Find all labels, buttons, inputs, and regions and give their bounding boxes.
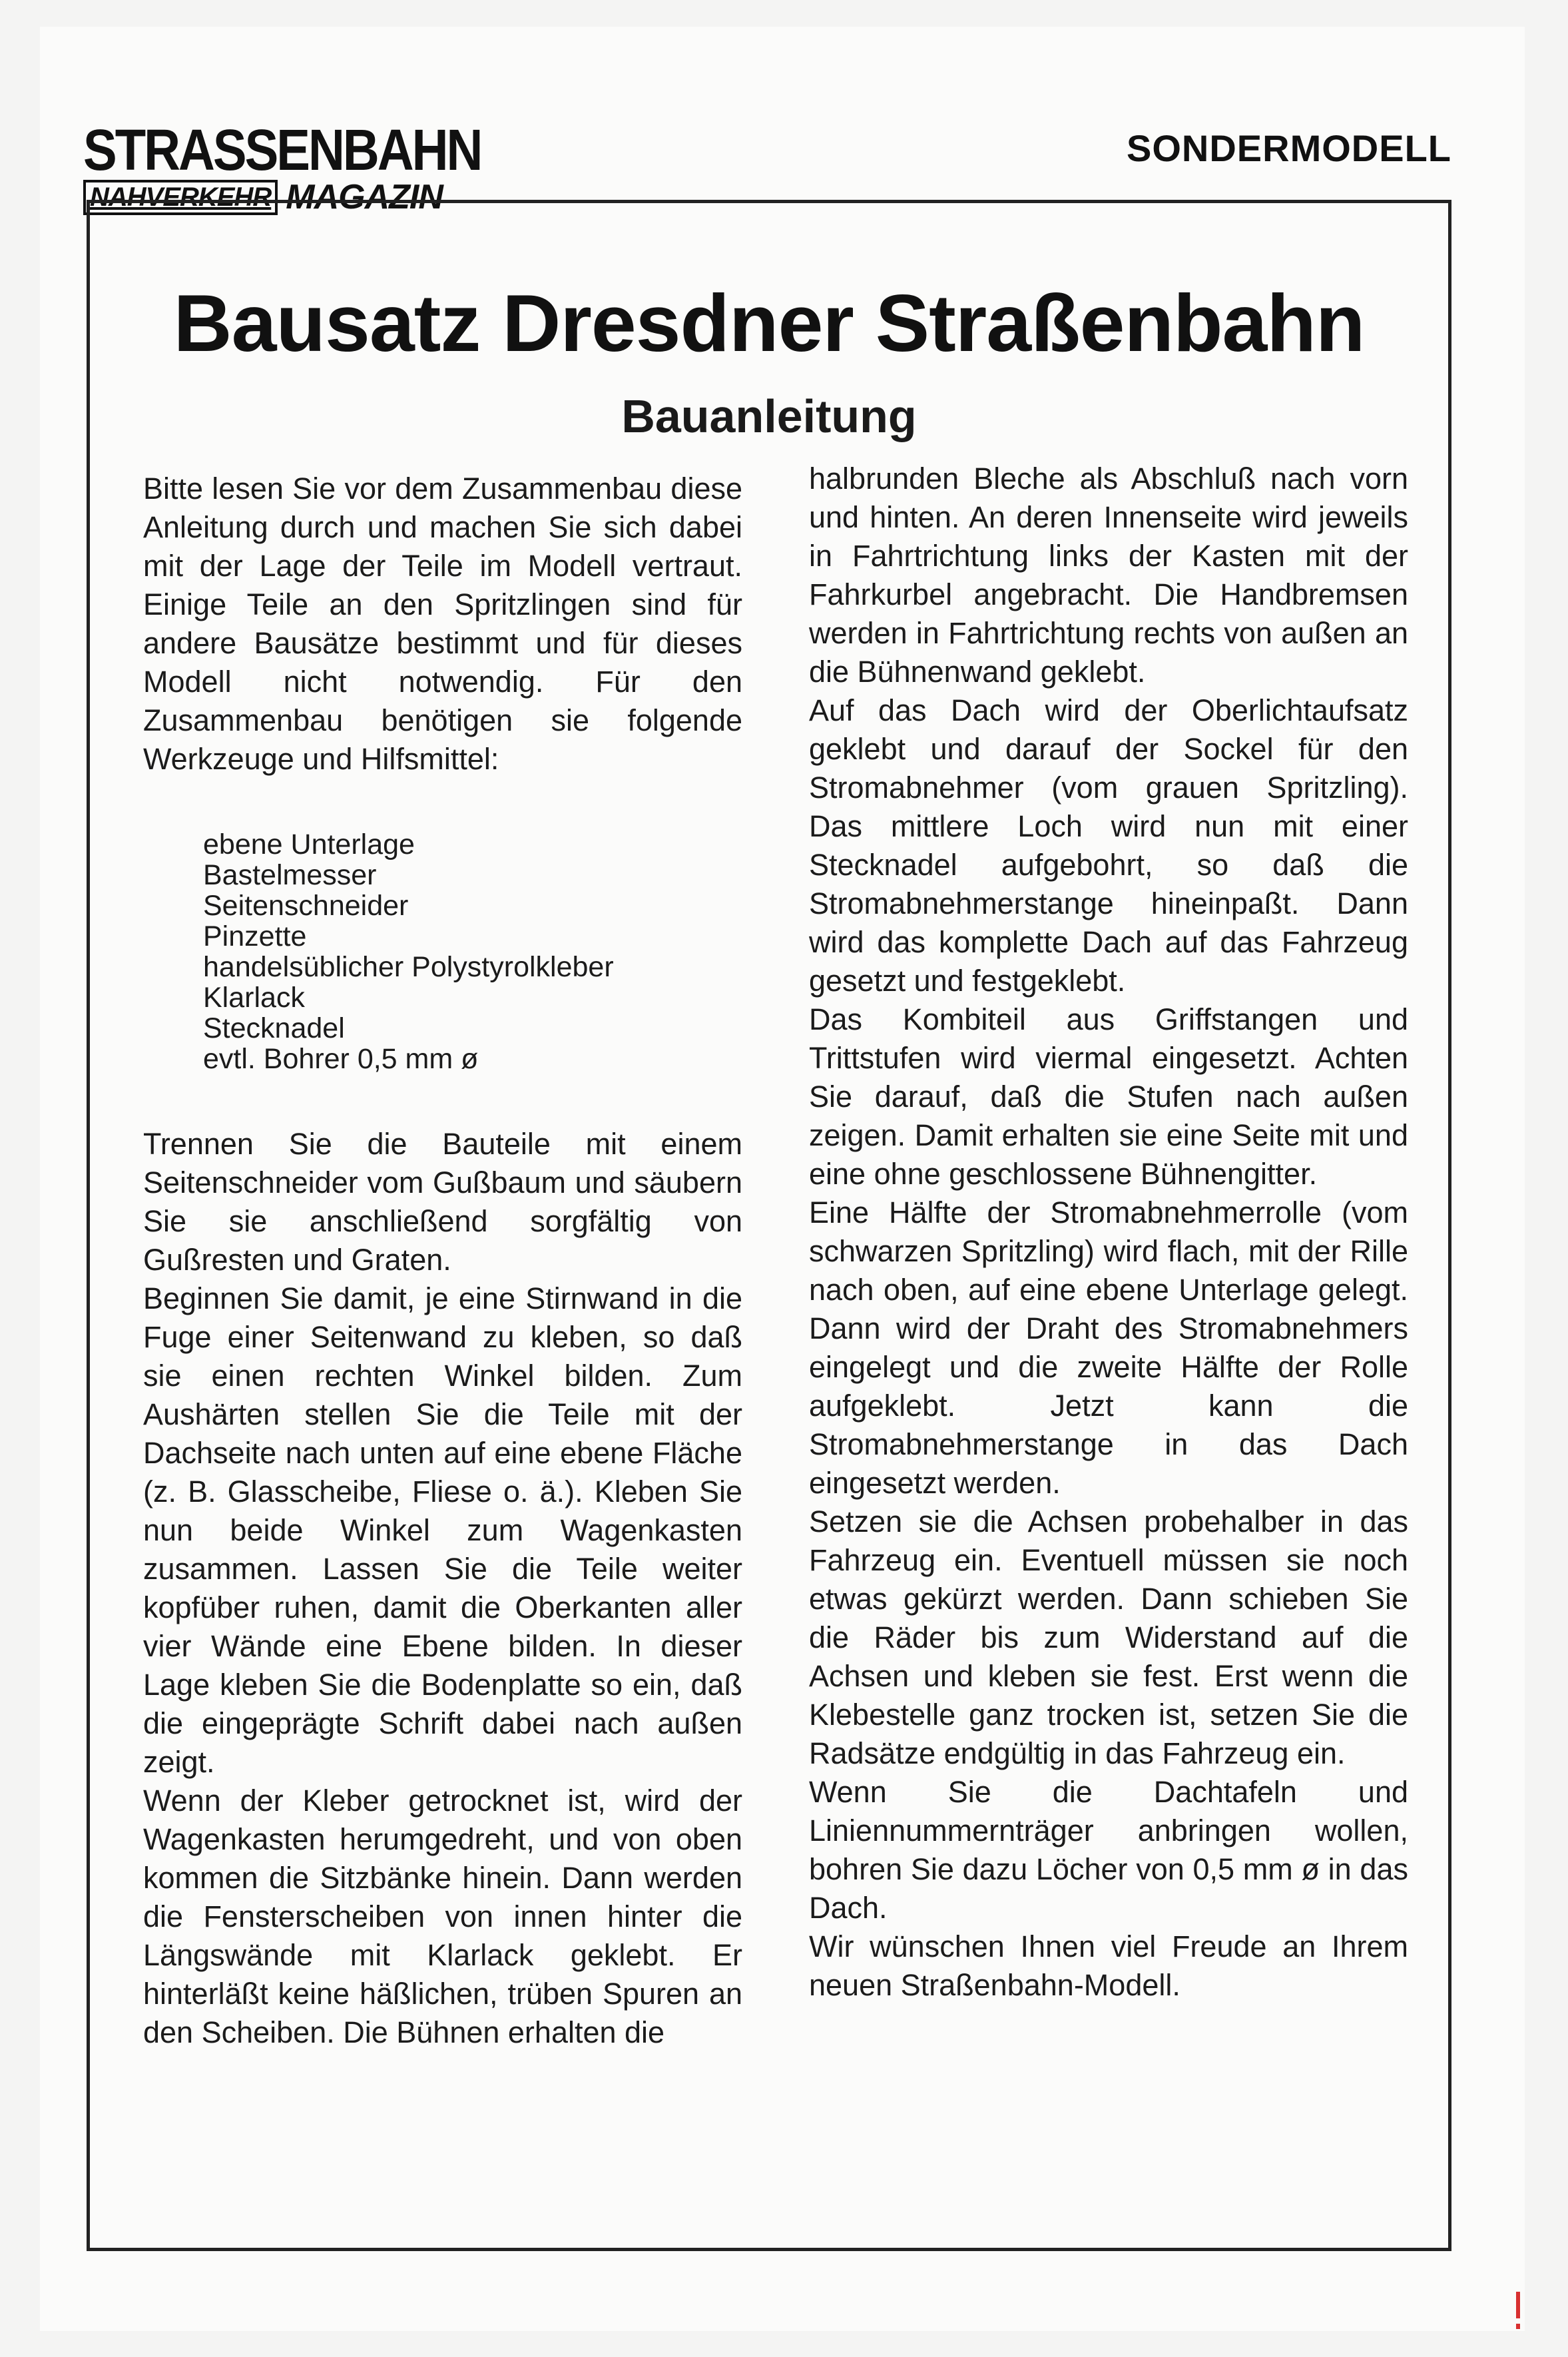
page-subtitle: Bauanleitung <box>621 390 917 442</box>
body-paragraph: Trennen Sie die Bauteile mit einem Seitenschneider vom Gußbaum und säubern Sie sie anschließend sorgfältig von Gußresten und Graten. <box>143 1127 742 1277</box>
body-paragraph: Beginnen Sie damit, je eine Stirnwand in die Fuge einer Seitenwand zu kleben, so daß sie einen rechten Winkel bilden. Zum Aushärten stellen Sie die Teile mit der Dachseite nach unten auf eine ebene Fläche (z. B. Glasscheibe, Fliese o. ä.). Kleben Sie nun beide Winkel zum Wagenkasten zusammen. Lassen Sie die Teile weiter kopfüber ruhen, damit die Oberkanten aller vier Wände eine Ebene bilden. In dieser Lage kleben Sie die Bodenplatte so ein, daß die eingeprägte Schrift dabei nach außen zeigt. <box>143 1281 742 1779</box>
body-paragraph: Wenn der Kleber getrocknet ist, wird der Wagenkasten herumgedreht, und von oben kommen die Sitzbänke hinein. Dann werden die Fensterscheiben von innen hinter die Längswände mit Klarlack geklebt. Er hinterläßt keine häßlichen, trüben Spuren an den Scheiben. Die Bühnen erhalten die <box>143 1784 742 2049</box>
page-title: Bausatz Dresdner Straßenbahn <box>173 278 1365 368</box>
tool-item: handelsüblicher Polystyrolkleber <box>203 951 614 983</box>
red-marker-icon <box>1508 2290 1528 2337</box>
left-column <box>143 470 742 2052</box>
tool-item: Pinzette <box>203 920 307 952</box>
tool-item: Seitenschneider <box>203 890 409 922</box>
tool-item: ebene Unterlage <box>203 829 415 860</box>
body-paragraph: Das Kombiteil aus Griffstangen und Trittstufen wird viermal eingesetzt. Achten Sie darauf, daß die Stufen nach außen zeigen. Damit erhalten sie eine Seite mit und eine ohne geschlossene Bühnengitter. <box>809 1002 1408 1191</box>
tool-item: Bastelmesser <box>203 859 377 891</box>
tool-item: Stecknadel <box>203 1012 345 1044</box>
logo-magazine-label: MAGAZIN <box>286 178 443 216</box>
tool-item: evtl. Bohrer 0,5 mm ø <box>203 1043 479 1075</box>
body-paragraph: halbrunden Bleche als Abschluß nach vorn und hinten. An deren Innenseite wird jeweils in Fahrtrichtung links der Kasten mit der Fahrkurbel angebracht. Die Handbremsen werden in Fahrtrichtung rechts von außen an die Bühnenwand geklebt. <box>809 462 1408 689</box>
body-paragraph: Wenn Sie die Dachtafeln und Liniennummernträger anbringen wollen, bohren Sie dazu Löcher von 0,5 mm ø in das Dach. <box>809 1775 1408 1925</box>
section-label: SONDERMODELL <box>1127 127 1451 169</box>
body-paragraph: Eine Hälfte der Stromabnehmerrolle (vom schwarzen Spritzling) wird flach, mit der Rille nach oben, auf eine ebene Unterlage gelegt. Dann wird der Draht des Stromabnehmers eingelegt und die zweite Hälfte der Rolle aufgeklebt. Jetzt kann die Stromabnehmerstange in das Dach eingesetzt werden. <box>809 1195 1408 1500</box>
content-frame <box>87 200 1451 2251</box>
tools-list <box>203 829 742 1074</box>
body-paragraph: Auf das Dach wird der Oberlichtaufsatz geklebt und darauf der Sockel für den Stromabnehmer (vom grauen Spritzling). Das mittlere Loch wird nun mit einer Stecknadel aufgebohrt, so daß die Stromabnehmerstange hineinpaßt. Dann wird das komplette Dach auf das Fahrzeug gesetzt und festgeklebt. <box>809 693 1408 998</box>
body-paragraph: Setzen sie die Achsen probehalber in das Fahrzeug ein. Eventuell müssen sie noch etwas gekürzt werden. Dann schieben Sie die Räder bis zum Widerstand auf die Achsen und kleben sie fest. Erst wenn die Klebestelle ganz trocken ist, setzen Sie die Radsätze endgültig in das Fahrzeug ein. <box>809 1505 1408 1770</box>
closing-paragraph: Wir wünschen Ihnen viel Freude an Ihrem neuen Straßenbahn-Modell. <box>809 1929 1408 2002</box>
intro-paragraph: Bitte lesen Sie vor dem Zusammenbau diese Anleitung durch und machen Sie sich dabei mit der Lage der Teile im Modell vertraut. Einige Teile an den Spritzlingen sind für andere Bausätze bestimmt und für dieses Modell nicht notwendig. Für den Zusammenbau benötigen sie folgende Werkzeuge und Hilfsmittel: <box>143 472 742 776</box>
logo-title: STRASSENBAHN <box>83 117 481 183</box>
logo-box-label: NAHVERKEHR <box>83 180 278 215</box>
tool-item: Klarlack <box>203 982 305 1014</box>
right-column <box>809 460 1408 2005</box>
